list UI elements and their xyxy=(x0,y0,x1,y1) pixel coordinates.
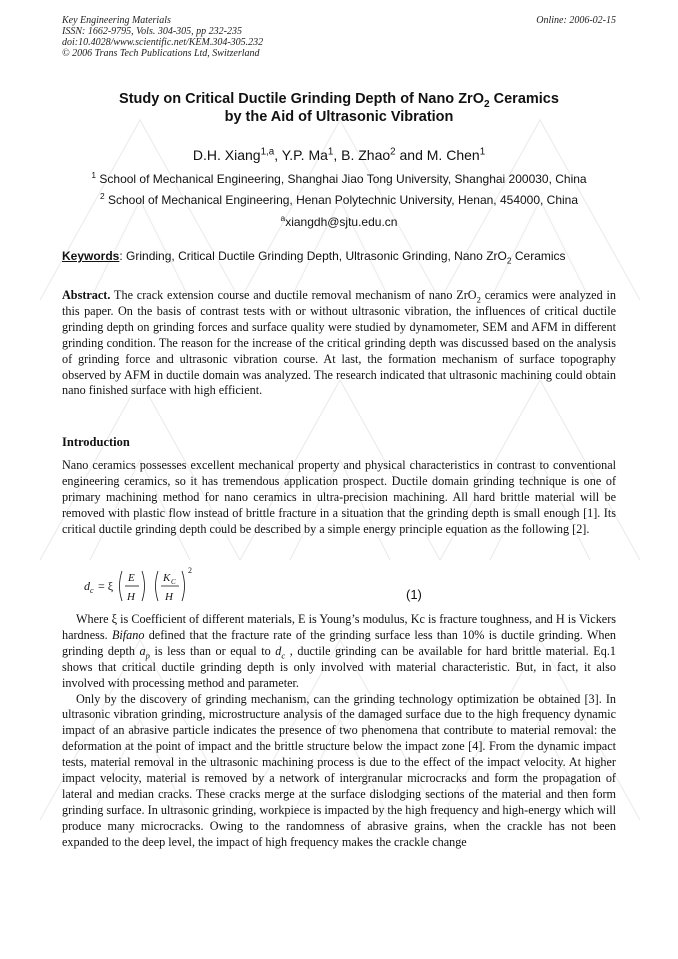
eq-paren-left-1 xyxy=(120,571,123,601)
eq-lhs: d xyxy=(84,579,90,593)
author-4-sup: 1 xyxy=(479,146,486,158)
author-list xyxy=(62,146,616,164)
eq-frac2-num: K xyxy=(163,572,171,584)
body-paragraph-3: Only by the discovery of grinding mechanism, can the grinding technology optimization be obtained [3]. In ultrasonic vibration grinding, microstructure analysis of the damaged surface due to the high frequency dynamic impact of an abrasive particle indicates the presence of two phenomena that contribute to material removal: the deformation at the point of impact and the brittle structure below the impact zone [4]. From the dynamic impact tests, material removal in the ultrasonic machining process is due to the effect of the impact velocity. At higher impact velocity, material is removed by a network of intergranular microcracks and form the propagation of lateral and median cracks. These cracks merge at the surface dislodging sections of the material and then form grinding surface. In ultrasonic grinding, workpiece is impacted by the high frequency and high-energy which will produce many microcracks. Owing to the randomness of abrasive grains, when the crackle has not been expanded to the deep level, the impact of high frequency makes the crackle change xyxy=(62,691,616,849)
p2-var-ap-sub: p xyxy=(145,650,150,661)
keywords-colon: : xyxy=(119,249,123,263)
journal-header xyxy=(62,15,263,59)
abstract-text-end: ceramics were analyzed in this paper. On the basis of contrast tests with or without ultrasonic vibration, the influences of critical ductile grinding depth on grinding forces and surface quality were studied by dynamometer, SEM and AFM in different grinding condition. The reason for the increase of the critical grinding depth was discussed based on the analysis of grinding force and ultrasonic vibration course. At last, the formation mechanism of surface topography observed by AFM in ductile domain was analyzed. The research indicated that ultrasonic machining could obtain nano finished surface with high efficient. xyxy=(62,288,616,398)
section-heading-introduction: Introduction xyxy=(62,435,130,449)
email-sup: a xyxy=(280,213,286,223)
eq-frac1-den: H xyxy=(127,591,135,603)
title-line1-end: Ceramics xyxy=(489,91,559,107)
eq-paren-left-2 xyxy=(156,571,159,601)
author-2: , Y.P. Ma xyxy=(274,147,328,163)
author-email xyxy=(62,215,616,230)
p2-var-dc-sub: c xyxy=(281,650,286,661)
journal-copyright: © 2006 Trans Tech Publications Ltd, Switzerland xyxy=(62,48,260,59)
keywords xyxy=(62,249,616,264)
author-1: D.H. Xiang xyxy=(192,147,261,163)
journal-issn: ISSN: 1662-9795, Vols. 304-305, pp 232-235 xyxy=(62,26,242,37)
body-paragraphs xyxy=(62,612,616,851)
affiliation-2 xyxy=(62,193,616,208)
paper-title xyxy=(62,90,616,126)
author-3: , B. Zhao xyxy=(333,147,391,163)
online-date: Online: 2006-02-15 xyxy=(536,15,616,26)
affiliation-1-sup: 1 xyxy=(91,170,97,180)
introduction-paragraph-1 xyxy=(62,458,616,538)
keywords-subscript: 2 xyxy=(506,255,512,266)
author-2-sup: 1 xyxy=(327,146,334,158)
equation-1 xyxy=(84,565,244,605)
intro-p1-text: Nano ceramics possesses excellent mechanical property and physical characteristics in contrast to conventional engineering ceramics, so it has tremendous application prospect. Ductile domain grinding technique is one of primary machining method for nano ceramics in ultra-precision machining. All hard brittle material will be removed with plastic flow instead of brittle fracture in a situation that the grinding depth is small enough [1]. Its critical ductile grinding depth could be described by a simple energy principle equation as the following [2]. xyxy=(62,458,616,536)
affiliation-1 xyxy=(62,172,616,187)
body-paragraph-2 xyxy=(62,612,616,692)
p2-part-b: defined that the fracture rate of the grinding surface less than 10% is ductile grinding. When grinding depth xyxy=(62,627,616,658)
p2-var-ap: a xyxy=(139,643,146,658)
affiliation-2-text: School of Mechanical Engineering, Henan Polytechnic University, Henan, 454000, China xyxy=(104,193,579,207)
p2-part-d: , ductile grinding can be available for hard brittle material. Eq.1 shows that critical ductile grinding depth is only involved with material characteristic. But, in fact, it also involved with processing method and parameter. xyxy=(62,643,616,690)
eq-power: 2 xyxy=(188,566,192,575)
keywords-text: Grinding, Critical Ductile Grinding Depth, Ultrasonic Grinding, Nano ZrO xyxy=(122,249,507,263)
abstract xyxy=(62,288,616,399)
p2-part-a: Where ξ is Coefficient of different materials, E is Young’s modulus, Kc is fracture toughness, and H is Vickers hardness. xyxy=(62,612,616,642)
author-1-sup: 1,a xyxy=(260,146,275,158)
affiliation-1-text: School of Mechanical Engineering, Shanghai Jiao Tong University, Shanghai 200030, China xyxy=(96,172,587,186)
eq-lhs-sub: c xyxy=(90,586,94,595)
journal-doi: doi:10.4028/www.scientific.net/KEM.304-305.232 xyxy=(62,37,264,48)
email-text: xiangdh@sjtu.edu.cn xyxy=(285,215,398,229)
eq-frac2-num-sub: C xyxy=(171,578,176,586)
abstract-subscript: 2 xyxy=(476,294,481,305)
eq-equals-xi: = ξ xyxy=(98,579,114,593)
affiliation-2-sup: 2 xyxy=(99,191,105,201)
p2-author-name: Bifano xyxy=(111,627,145,642)
keywords-label: Keywords xyxy=(62,249,120,263)
eq-frac1-num: E xyxy=(128,572,135,584)
p2-part-c: is less than or equal to xyxy=(149,643,276,658)
title-line1: Study on Critical Ductile Grinding Depth of Nano ZrO xyxy=(119,91,484,107)
keywords-text-end: Ceramics xyxy=(511,249,566,263)
title-line2: by the Aid of Ultrasonic Vibration xyxy=(224,109,454,125)
eq-paren-right-2 xyxy=(182,571,185,601)
author-3-sup: 2 xyxy=(390,146,396,158)
eq-frac2-den: H xyxy=(165,591,173,603)
abstract-text: The crack extension course and ductile removal mechanism of nano ZrO xyxy=(110,288,477,302)
eq-paren-right-1 xyxy=(142,571,145,601)
author-4: and M. Chen xyxy=(395,147,480,163)
abstract-label: Abstract. xyxy=(62,288,111,302)
equation-number: (1) xyxy=(406,587,422,602)
title-subscript: 2 xyxy=(483,98,490,110)
p2-var-dc: d xyxy=(275,643,282,658)
journal-name: Key Engineering Materials xyxy=(62,15,171,26)
